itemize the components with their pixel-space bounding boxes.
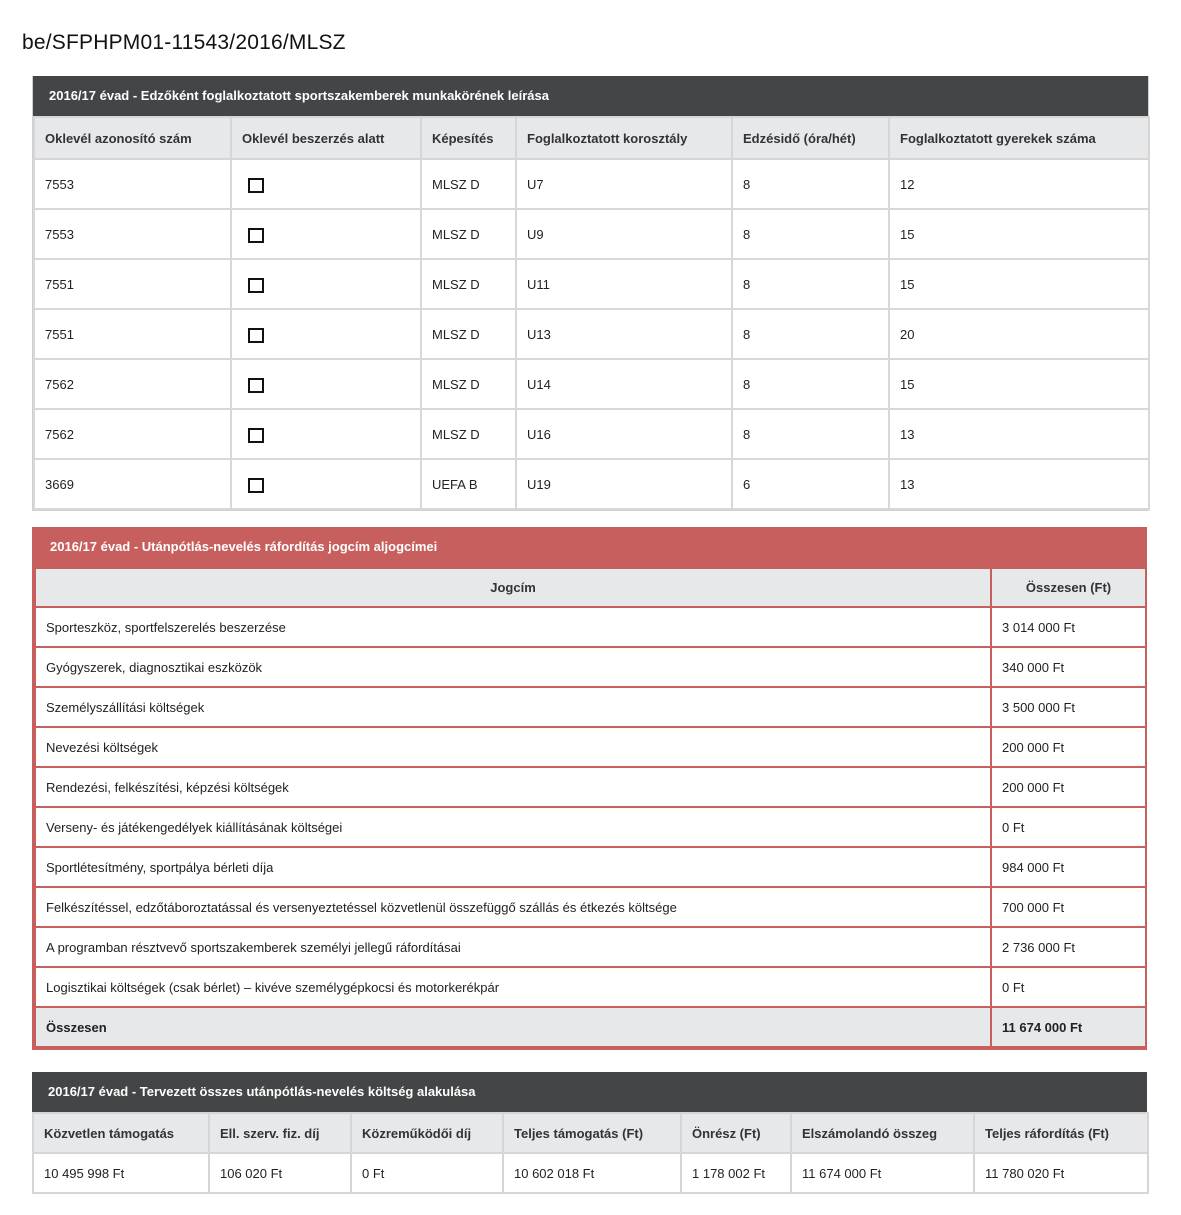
cost-amount: 200 000 Ft (991, 767, 1146, 807)
table-row (35, 607, 1146, 647)
cost-label: Felkészítéssel, edzőtáboroztatással és versenyeztetéssel közvetlenül összefüggő szállás és étkezés költsége (35, 887, 991, 927)
table-row (35, 807, 1146, 847)
hours: 8 (732, 359, 889, 409)
col-header: Közreműködői díj (351, 1113, 503, 1153)
col-header: Oklevél beszerzés alatt (231, 117, 421, 159)
cost-amount: 3 014 000 Ft (991, 607, 1146, 647)
age-group: U19 (516, 459, 732, 509)
table-row (34, 159, 1149, 209)
cost-amount: 3 500 000 Ft (991, 687, 1146, 727)
cost-amount: 200 000 Ft (991, 727, 1146, 767)
planned-value: 11 780 020 Ft (974, 1153, 1148, 1193)
col-header: Teljes támogatás (Ft) (503, 1113, 681, 1153)
qualification: MLSZ D (421, 159, 516, 209)
pending-cell (231, 409, 421, 459)
pending-cell (231, 359, 421, 409)
coaches-section-title: 2016/17 évad - Edzőként foglalkoztatott sportszakemberek munkakörének leírása (33, 76, 1148, 116)
table-row (35, 967, 1146, 1007)
pending-checkbox (248, 378, 264, 393)
kids-count: 15 (889, 359, 1149, 409)
table-row (34, 209, 1149, 259)
total-amount: 11 674 000 Ft (991, 1007, 1146, 1047)
col-header: Edzésidő (óra/hét) (732, 117, 889, 159)
qualification: MLSZ D (421, 409, 516, 459)
age-group: U14 (516, 359, 732, 409)
table-row (35, 727, 1146, 767)
total-row (35, 1007, 1146, 1047)
qualification: MLSZ D (421, 209, 516, 259)
pending-checkbox (248, 478, 264, 493)
cost-amount: 700 000 Ft (991, 887, 1146, 927)
planned-value: 11 674 000 Ft (791, 1153, 974, 1193)
coaches-header-row (34, 117, 1149, 159)
table-row (34, 359, 1149, 409)
kids-count: 20 (889, 309, 1149, 359)
col-header: Önrész (Ft) (681, 1113, 791, 1153)
kids-count: 15 (889, 209, 1149, 259)
col-header: Ell. szerv. fiz. díj (209, 1113, 351, 1153)
col-header: Oklevél azonosító szám (34, 117, 231, 159)
table-row (35, 647, 1146, 687)
cost-label: Személyszállítási költségek (35, 687, 991, 727)
cost-label: Gyógyszerek, diagnosztikai eszközök (35, 647, 991, 687)
total-label: Összesen (35, 1007, 991, 1047)
document-id: be/SFPHPM01-11543/2016/MLSZ (22, 31, 346, 54)
table-row (35, 887, 1146, 927)
cost-amount: 2 736 000 Ft (991, 927, 1146, 967)
cert-id: 3669 (34, 459, 231, 509)
pending-cell (231, 159, 421, 209)
qualification: MLSZ D (421, 259, 516, 309)
planned-header-row (33, 1113, 1148, 1153)
table-row (34, 309, 1149, 359)
planned-value: 0 Ft (351, 1153, 503, 1193)
planned-section (32, 1072, 1147, 1194)
costs-table (34, 567, 1147, 1048)
costs-section (32, 527, 1147, 1050)
table-row (34, 409, 1149, 459)
cert-id: 7553 (34, 159, 231, 209)
age-group: U7 (516, 159, 732, 209)
costs-header-row (35, 568, 1146, 607)
col-header: Foglalkoztatott korosztály (516, 117, 732, 159)
cost-label: Nevezési költségek (35, 727, 991, 767)
qualification: UEFA B (421, 459, 516, 509)
cert-id: 7551 (34, 309, 231, 359)
cost-label: A programban résztvevő sportszakemberek személyi jellegű ráfordításai (35, 927, 991, 967)
table-row (35, 767, 1146, 807)
coaches-section (32, 76, 1149, 511)
age-group: U9 (516, 209, 732, 259)
hours: 8 (732, 409, 889, 459)
pending-checkbox (248, 228, 264, 243)
cert-id: 7551 (34, 259, 231, 309)
kids-count: 13 (889, 409, 1149, 459)
cost-label: Logisztikai költségek (csak bérlet) – kivéve személygépkocsi és motorkerékpár (35, 967, 991, 1007)
planned-value: 10 602 018 Ft (503, 1153, 681, 1193)
cost-amount: 0 Ft (991, 967, 1146, 1007)
pending-checkbox (248, 328, 264, 343)
cert-id: 7553 (34, 209, 231, 259)
cost-label: Sportlétesítmény, sportpálya bérleti díja (35, 847, 991, 887)
pending-cell (231, 309, 421, 359)
hours: 8 (732, 209, 889, 259)
cost-amount: 0 Ft (991, 807, 1146, 847)
cost-amount: 340 000 Ft (991, 647, 1146, 687)
table-row (34, 259, 1149, 309)
cost-amount: 984 000 Ft (991, 847, 1146, 887)
cert-id: 7562 (34, 359, 231, 409)
col-header: Jogcím (35, 568, 991, 607)
hours: 8 (732, 309, 889, 359)
col-header: Közvetlen támogatás (33, 1113, 209, 1153)
col-header: Képesítés (421, 117, 516, 159)
col-header: Teljes ráfordítás (Ft) (974, 1113, 1148, 1153)
pending-checkbox (248, 178, 264, 193)
pending-checkbox (248, 278, 264, 293)
table-row (35, 687, 1146, 727)
table-row (35, 927, 1146, 967)
col-header: Összesen (Ft) (991, 568, 1146, 607)
hours: 8 (732, 259, 889, 309)
planned-section-title: 2016/17 évad - Tervezett összes utánpótlás-nevelés költség alakulása (32, 1072, 1147, 1112)
qualification: MLSZ D (421, 359, 516, 409)
age-group: U13 (516, 309, 732, 359)
hours: 8 (732, 159, 889, 209)
table-row (35, 847, 1146, 887)
pending-cell (231, 209, 421, 259)
costs-section-title: 2016/17 évad - Utánpótlás-nevelés ráfordítás jogcím aljogcímei (34, 527, 1145, 567)
pending-cell (231, 259, 421, 309)
planned-value: 106 020 Ft (209, 1153, 351, 1193)
cost-label: Rendezési, felkészítési, képzési költségek (35, 767, 991, 807)
table-row (33, 1153, 1148, 1193)
col-header: Foglalkoztatott gyerekek száma (889, 117, 1149, 159)
planned-value: 10 495 998 Ft (33, 1153, 209, 1193)
kids-count: 13 (889, 459, 1149, 509)
pending-cell (231, 459, 421, 509)
cost-label: Sporteszköz, sportfelszerelés beszerzése (35, 607, 991, 647)
hours: 6 (732, 459, 889, 509)
cert-id: 7562 (34, 409, 231, 459)
planned-value: 1 178 002 Ft (681, 1153, 791, 1193)
coaches-table (33, 116, 1150, 510)
table-row (34, 459, 1149, 509)
col-header: Elszámolandó összeg (791, 1113, 974, 1153)
pending-checkbox (248, 428, 264, 443)
qualification: MLSZ D (421, 309, 516, 359)
kids-count: 15 (889, 259, 1149, 309)
age-group: U11 (516, 259, 732, 309)
kids-count: 12 (889, 159, 1149, 209)
planned-table (32, 1112, 1149, 1194)
cost-label: Verseny- és játékengedélyek kiállításának költségei (35, 807, 991, 847)
age-group: U16 (516, 409, 732, 459)
